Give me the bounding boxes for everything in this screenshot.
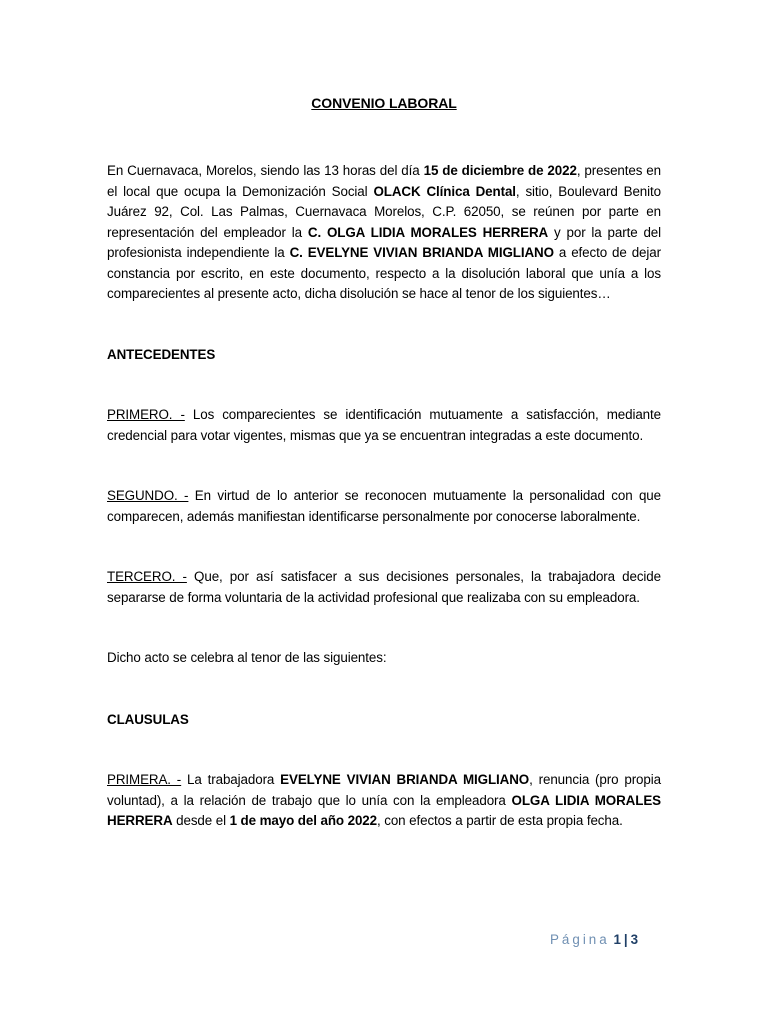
intro-employer: C. OLGA LIDIA MORALES HERRERA: [307, 224, 549, 240]
segundo-text: En virtud de lo anterior se reconocen mutuamente la personalidad con que comparecen, además manifiestan identificarse personalmente por conocerse laboralmente.: [107, 488, 661, 524]
antecedentes-heading: ANTECEDENTES: [107, 346, 216, 362]
page-separator: |: [623, 932, 628, 947]
antecedente-primero: [107, 405, 661, 446]
primera-text-2: , renuncia (pro propia voluntad), a la relación de trabajo que lo unía con la empleadora: [107, 772, 661, 808]
clausulas-heading: CLAUSULAS: [107, 711, 189, 727]
page-label: Página: [550, 932, 610, 947]
primera-text-1: La trabajadora: [181, 772, 281, 787]
intro-text-3: , sitio, Boulevard Benito Juárez 92, Col. Las Palmas, Cuernavaca Morelos, C.P. 62050, se reúnen por parte en representación del empleador la: [107, 183, 661, 240]
dicho-paragraph: Dicho acto se celebra al tenor de las siguientes:: [107, 650, 387, 665]
intro-employee: C. EVELYNE VIVIAN BRIANDA MIGLIANO: [289, 245, 554, 260]
document-title: CONVENIO LABORAL: [311, 95, 457, 111]
clausula-primera: [107, 770, 661, 832]
primera-employer: OLGA LIDIA MORALES HERRERA: [107, 792, 661, 828]
primero-text: Los comparecientes se identificación mutuamente a satisfacción, mediante credencial para votar vigentes, mismas que ya se encuentran integradas a este documento.: [107, 407, 661, 443]
antecedente-segundo: [107, 486, 661, 527]
intro-text-2: , presentes en el local que ocupa la Demonización Social: [107, 163, 662, 199]
document-body: [107, 92, 661, 832]
segundo-label: SEGUNDO. -: [107, 488, 189, 503]
intro-company: OLACK Clínica Dental: [373, 183, 516, 199]
page-total: 3: [630, 932, 639, 947]
tercero-label: TERCERO. -: [107, 569, 187, 584]
tercero-text: Que, por así satisfacer a sus decisiones personales, la trabajadora decide separarse de forma voluntaria de la actividad profesional que realizaba con su empleadora.: [107, 569, 661, 605]
intro-text-5: a efecto de dejar constancia por escrito, en este documento, respecto a la disolución laboral que unía a los comparecientes al presente acto, dicha disolución se hace al tenor de los siguientes…: [107, 245, 661, 301]
primera-text-3: desde el: [172, 813, 230, 828]
primera-label: PRIMERA. -: [107, 772, 182, 787]
intro-date: 15 de diciembre de 2022: [423, 163, 577, 178]
primera-employee: EVELYNE VIVIAN BRIANDA MIGLIANO: [280, 772, 530, 787]
page-current: 1: [613, 932, 621, 947]
antecedente-tercero: [107, 567, 661, 608]
intro-text-4: y por la parte del profesionista independiente la: [107, 224, 662, 260]
page-footer: [550, 930, 670, 950]
intro-paragraph: [107, 161, 661, 305]
primera-text-4: , con efectos a partir de esta propia fecha.: [377, 813, 623, 828]
primera-date: 1 de mayo del año 2022: [229, 813, 377, 828]
intro-text-1: En Cuernavaca, Morelos, siendo las 13 horas del día: [107, 163, 424, 178]
primero-label: PRIMERO. -: [107, 407, 185, 422]
